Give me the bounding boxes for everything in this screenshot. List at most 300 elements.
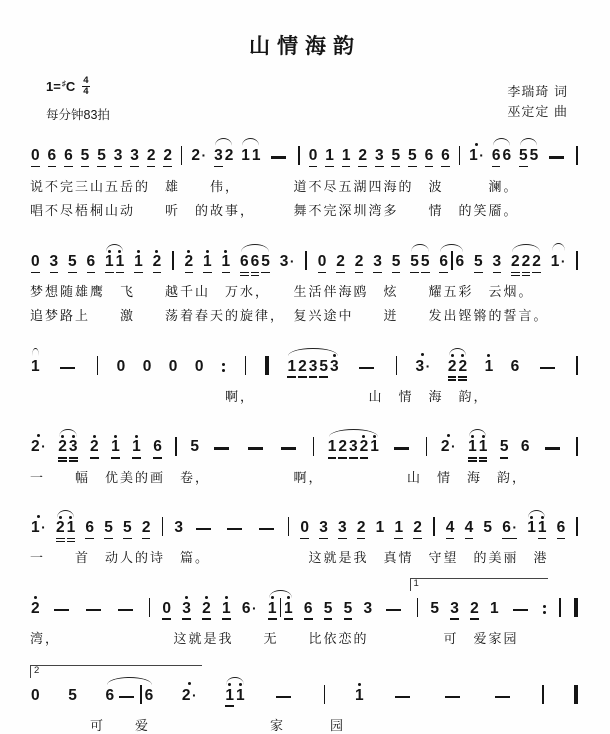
note-digit: 1 (370, 438, 379, 456)
note (500, 435, 509, 462)
barline (574, 598, 578, 617)
note-digit: 1 (225, 686, 234, 704)
underline-beam (360, 457, 369, 459)
meter-numerator: 4 (83, 75, 89, 86)
note-digit: 6 (105, 686, 115, 704)
note (251, 250, 260, 277)
slur-arc (240, 138, 261, 171)
note (527, 516, 536, 543)
underline-beam (298, 376, 307, 378)
note-digit: 3 · (279, 253, 295, 271)
underline-beam (519, 166, 528, 168)
note-digit: 3 (319, 519, 328, 537)
note-digit: 6 (250, 253, 260, 271)
note-digit: 5 (408, 147, 417, 165)
barline (298, 146, 300, 165)
note-digit: 6 (64, 147, 73, 165)
lyric-line: 湾， 这就是我 无 比依恋的 可 爱家园 (30, 631, 519, 646)
note (97, 144, 106, 171)
note (67, 516, 76, 543)
note (502, 515, 517, 543)
underline-beam (304, 618, 313, 620)
barline (576, 146, 578, 165)
rest-note (300, 516, 309, 543)
underline-beam (328, 457, 337, 459)
underline-beam (64, 166, 73, 168)
music-system (30, 243, 580, 325)
lyric-line: 梦想随雄鹰 飞 越千山 万水， 生活伴海鸥 炫 耀五彩 云烟。 (30, 284, 534, 300)
note-digit: 2 (521, 253, 531, 271)
lyric-line: 追梦路上 激 荡着春天的旋律， 复兴途中 迸 发出铿锵的誓言。 (30, 308, 549, 324)
barline (459, 146, 461, 165)
underline-beam (465, 538, 474, 540)
note (394, 516, 403, 543)
slur-arc (213, 138, 234, 171)
duration-dot: · (289, 253, 295, 270)
underline-beam (336, 272, 345, 274)
underline-beam (58, 460, 67, 462)
underline-beam (268, 618, 277, 620)
slur-arc (57, 429, 78, 462)
rest-note (31, 144, 40, 171)
duration-dash (276, 696, 291, 698)
note-digit: 1 (284, 599, 293, 617)
rest-note (31, 683, 40, 710)
underline-beam (251, 275, 260, 277)
note-digit: 6 (86, 253, 96, 271)
underline-beam (67, 541, 76, 543)
note-digit: 6 · (241, 599, 257, 617)
note-digit: 1 (287, 357, 297, 375)
note (364, 596, 373, 623)
note (408, 144, 417, 171)
note-digit: 5 (68, 686, 77, 704)
note (69, 435, 78, 462)
duration-dash (513, 609, 528, 611)
underline-beam (408, 166, 417, 168)
note-digit: 2 (184, 253, 194, 271)
underline-beam (439, 272, 448, 274)
note-digit: 6 (502, 147, 512, 165)
key-prefix: 1= (46, 79, 61, 95)
underline-beam (287, 376, 296, 378)
underline-beam (185, 272, 194, 274)
duration-dash (359, 367, 374, 369)
note (153, 250, 162, 277)
octave-dot (239, 683, 242, 686)
note-digit: 1 (490, 599, 499, 617)
note-digit: 6 (439, 253, 449, 271)
lyric-line: 说不完三山五岳的 雄 伟， 道不尽五湖四海的 波 澜。 (30, 178, 519, 194)
music-system (30, 348, 580, 405)
note-digit: 3 (113, 147, 123, 165)
underline-beam (413, 538, 422, 540)
octave-dot (34, 596, 37, 599)
underline-beam (202, 618, 211, 620)
note-digit: 1 (325, 147, 334, 165)
duration-dash (394, 447, 409, 449)
note (485, 354, 494, 381)
underline-beam (261, 272, 270, 274)
note-digit: 6 (520, 438, 530, 456)
slur-arc (105, 677, 155, 710)
underline-beam (493, 272, 502, 274)
underline-beam (511, 272, 520, 274)
slur-arc (286, 348, 339, 381)
note (48, 144, 57, 171)
note (439, 250, 448, 277)
note-digit: 3 (450, 599, 459, 617)
lyric-line: 可 爱 家 园 (30, 717, 346, 733)
note-digit: 1 (341, 147, 351, 165)
note-digit: 5 (430, 599, 440, 617)
rest-note (143, 354, 152, 381)
note (309, 354, 318, 381)
barline (574, 685, 578, 704)
note-digit: 2 · (181, 686, 197, 704)
note-digit: 5 (323, 599, 333, 617)
rest-note (309, 144, 318, 171)
note-digit: 1 (31, 357, 40, 375)
duration-dash (281, 447, 296, 449)
note-digit: 5 (68, 253, 77, 271)
underline-beam (394, 538, 403, 540)
underline-beam (458, 376, 467, 378)
note (182, 682, 197, 710)
credits (507, 82, 568, 122)
underline-beam (284, 618, 293, 620)
underline-beam (97, 166, 106, 168)
note (56, 516, 65, 543)
note (114, 144, 123, 171)
note (116, 250, 125, 277)
note (338, 435, 347, 462)
note-digit: 1 (355, 686, 364, 704)
rest-note (169, 354, 178, 381)
underline-beam (300, 538, 309, 540)
lyric-line: 啊， 山 情 海 韵， (30, 388, 489, 404)
note (87, 250, 96, 277)
volta-number: 2 (34, 665, 40, 676)
note-digit: 6 (144, 686, 154, 704)
duration-dot: · (201, 147, 207, 164)
note-digit: 1 · (550, 253, 566, 271)
duration-dash (545, 447, 560, 449)
note-digit: 6 (556, 519, 566, 537)
note-digit: 3 (214, 147, 223, 165)
lyric-line: 唱不尽梧桐山动 听 的故事， 舞不完深圳湾多 情 的笑靥。 (30, 202, 519, 218)
note (492, 144, 501, 171)
note (241, 144, 250, 171)
underline-beam (147, 166, 156, 168)
note-digit: 2 · (440, 438, 456, 456)
rest-note (162, 596, 171, 623)
note (342, 144, 351, 171)
octave-dot (287, 596, 290, 599)
music-system (30, 578, 580, 647)
underline-beam (67, 538, 76, 540)
duration-dot: · (450, 438, 456, 455)
note-digit: 5 (391, 253, 401, 271)
note (474, 250, 483, 277)
underline-beam (153, 457, 162, 459)
barline (280, 598, 282, 617)
octave-dot (447, 434, 450, 437)
underline-beam (142, 538, 151, 540)
underline-beam (240, 272, 249, 274)
underline-beam (123, 538, 132, 540)
barline (175, 437, 177, 456)
note (81, 144, 90, 171)
score-systems (0, 138, 610, 734)
note (50, 250, 59, 277)
underline-beam (81, 166, 90, 168)
barline (417, 598, 419, 617)
note-digit: 0 (31, 147, 40, 165)
underline-beam (134, 272, 143, 274)
note (330, 354, 339, 381)
barline (542, 685, 544, 704)
note (182, 596, 191, 623)
note-digit: 3 · (415, 357, 431, 375)
note (557, 516, 566, 543)
note-digit: 3 (374, 147, 384, 165)
barline (305, 251, 307, 270)
duration-dash (495, 696, 510, 698)
note-digit: 1 (134, 253, 143, 271)
note (31, 354, 40, 381)
barline (324, 685, 326, 704)
note-digit: 2 (31, 599, 40, 617)
rest-note (318, 250, 327, 277)
note (470, 596, 479, 623)
duration-dash (386, 609, 401, 611)
note (106, 683, 115, 710)
time-signature (82, 76, 89, 98)
underline-beam (479, 457, 488, 459)
note (284, 596, 293, 623)
note-digit: 1 (267, 599, 277, 617)
note-digit: 2 (58, 438, 67, 456)
duration-dot: · (41, 438, 46, 455)
note (416, 353, 431, 381)
note-digit: 2 (511, 253, 520, 271)
underline-beam (325, 166, 334, 168)
barline (576, 251, 578, 270)
note-digit: 6 · (502, 519, 518, 537)
underline-beam (69, 460, 78, 462)
note (375, 144, 384, 171)
note-digit: 3 (49, 253, 59, 271)
note-digit: 5 (529, 147, 539, 165)
note (240, 250, 249, 277)
note-digit: 1 (394, 519, 404, 537)
duration-dot: · (512, 519, 518, 536)
barline (313, 437, 315, 456)
barline (97, 356, 99, 375)
note (123, 516, 132, 543)
note (413, 516, 422, 543)
barline (149, 598, 151, 617)
note (324, 596, 333, 623)
underline-beam (222, 272, 231, 274)
note (410, 250, 419, 277)
rest-note (117, 354, 126, 381)
underline-beam (85, 538, 94, 540)
note-digit: 3 (130, 147, 139, 165)
underline-beam (90, 457, 99, 459)
note (338, 516, 347, 543)
note (268, 596, 277, 623)
page-title: 山情海韵 (249, 33, 361, 58)
underline-beam (240, 275, 249, 277)
repeat-dot (543, 605, 546, 608)
underline-beam (441, 166, 450, 168)
note-digit: 5 (391, 147, 401, 165)
note (479, 435, 488, 462)
underline-beam (522, 272, 531, 274)
duration-dot: · (252, 599, 257, 616)
note (58, 435, 67, 462)
duration-dash (445, 696, 460, 698)
note-digit: 1 (537, 519, 547, 537)
note (336, 250, 345, 277)
note (190, 435, 199, 462)
rest-note (31, 250, 40, 277)
octave-dot (475, 143, 478, 146)
rest-note (195, 354, 204, 381)
note-digit: 3 (373, 253, 382, 271)
underline-beam (251, 272, 260, 274)
duration-dash (540, 367, 555, 369)
underline-beam (214, 166, 223, 168)
underline-beam (50, 272, 59, 274)
underline-beam (319, 538, 328, 540)
duration-dash (549, 156, 564, 158)
note (456, 250, 465, 277)
underline-beam (468, 460, 477, 462)
underline-beam (410, 272, 419, 274)
note (355, 250, 364, 277)
note-digit: 2 (224, 147, 234, 165)
repeat-dot (222, 363, 225, 366)
note-digit: 5 (420, 253, 430, 271)
underline-beam (479, 460, 488, 462)
note-digit: 6 (510, 357, 520, 375)
note (64, 144, 73, 171)
note-digit: 2 (146, 147, 156, 165)
note-digit: 1 (132, 438, 141, 456)
note-digit: 5 (97, 147, 106, 165)
repeat-dots (543, 605, 546, 614)
note-digit: 5 (261, 253, 270, 271)
note (469, 143, 484, 171)
underline-beam (324, 618, 333, 620)
note (328, 435, 337, 462)
note (349, 435, 358, 462)
lyricist: 李瑞琦 词 (507, 84, 568, 99)
note (225, 683, 234, 710)
underline-beam (105, 272, 114, 274)
note-digit: 1 (484, 357, 494, 375)
note (511, 250, 520, 277)
note (130, 144, 139, 171)
note (142, 516, 151, 543)
note (31, 596, 40, 623)
note-digit: 1 (468, 438, 477, 456)
note (483, 516, 492, 543)
note-digit: 2 (202, 599, 211, 617)
underline-beam (344, 618, 353, 620)
note-digit: 2 (163, 147, 172, 165)
slur-arc (447, 348, 468, 381)
note-digit: 0 (300, 519, 310, 537)
duration-dash (119, 696, 134, 698)
note-digit: 0 (194, 357, 204, 375)
note-digit: 6 (455, 253, 465, 271)
note (519, 144, 528, 171)
note (344, 596, 353, 623)
note-digit: 3 (182, 599, 191, 617)
slur-arc (510, 244, 542, 277)
note-digit: 5 (123, 519, 132, 537)
notes-row (30, 138, 580, 171)
barline (451, 251, 453, 270)
underline-beam (474, 272, 483, 274)
note-digit: 2 (356, 519, 366, 537)
note-digit: 5 (80, 147, 90, 165)
note-digit: 1 (111, 438, 120, 456)
slur-arc (224, 677, 245, 710)
slur-arc (518, 138, 539, 171)
octave-dot (188, 682, 191, 685)
underline-beam (153, 272, 162, 274)
key-signature (46, 76, 110, 98)
note-digit: 5 (343, 599, 353, 617)
underline-beam (446, 538, 455, 540)
underline-beam (163, 166, 172, 168)
note-digit: 6 (153, 438, 162, 456)
underline-beam (116, 272, 125, 274)
note-digit: 6 (491, 147, 501, 165)
note-digit: 6 (303, 599, 313, 617)
note (222, 250, 231, 277)
note-digit: 1 (527, 519, 536, 537)
note (319, 516, 328, 543)
note (132, 435, 141, 462)
note (147, 144, 156, 171)
octave-dot (461, 354, 464, 357)
note-digit: 1 (241, 147, 250, 165)
underline-beam (48, 166, 57, 168)
underline-beam (425, 166, 434, 168)
note-digit: 2 (359, 438, 369, 456)
note-digit: 1 (115, 253, 125, 271)
note (355, 683, 364, 710)
note (225, 144, 234, 171)
underline-beam (375, 166, 384, 168)
score-meta (0, 76, 610, 123)
note (446, 516, 455, 543)
note-digit: 5 (410, 253, 419, 271)
octave-dot (205, 596, 208, 599)
note-digit: 3 (349, 438, 358, 456)
note (493, 250, 502, 277)
repeat-dots (222, 363, 225, 372)
underline-beam (421, 272, 430, 274)
note-digit: 2 (336, 253, 345, 271)
note (325, 144, 334, 171)
